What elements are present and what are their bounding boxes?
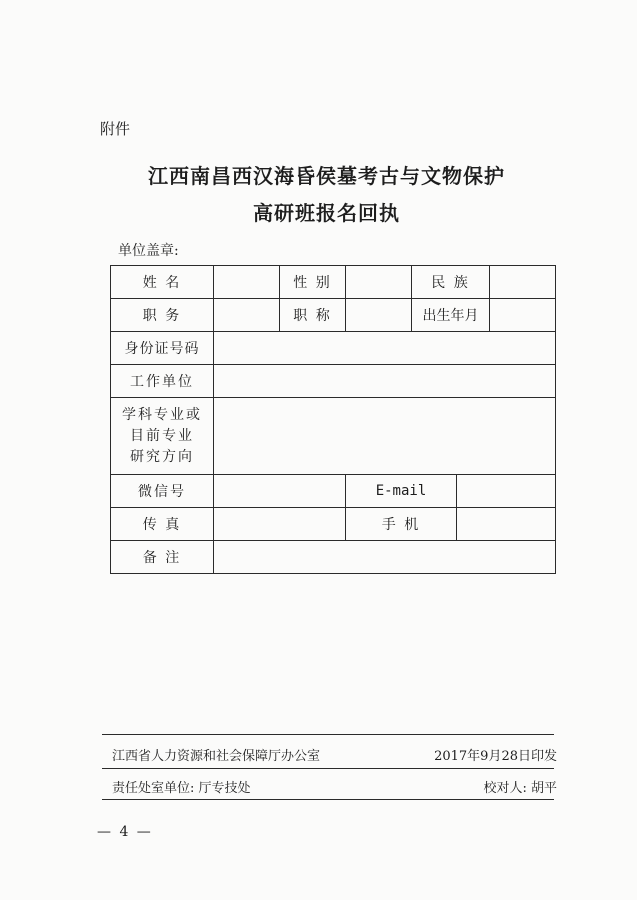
table-row [111,541,556,574]
wechat-field[interactable] [214,475,346,508]
title-field[interactable] [346,299,412,332]
attachment-label: 附件 [100,120,131,138]
table-row [111,508,556,541]
fax-field[interactable] [214,508,346,541]
table-row [111,299,556,332]
workplace-field[interactable] [214,365,556,398]
responsible-unit-text: 责任处室单位: 厅专技处 [112,781,251,796]
table-row [111,365,556,398]
fax-label: 传 真 [111,508,214,541]
remark-field[interactable] [214,541,556,574]
ethnicity-label: 民 族 [412,266,490,299]
document-title-line2: 高研班报名回执 [253,201,400,225]
issue-date-text: 2017年9月28日印发 [434,749,557,764]
position-field[interactable] [214,299,280,332]
name-label: 姓 名 [111,266,214,299]
mobile-label: 手 机 [346,508,457,541]
major-label-line1: 学科专业或 [122,406,202,423]
workplace-label: 工作单位 [111,365,214,398]
ethnicity-field[interactable] [490,266,556,299]
birth-label: 出生年月 [412,299,490,332]
wechat-label: 微信号 [111,475,214,508]
registration-form-table [110,265,556,574]
footer-rule-middle [102,768,554,769]
proofreader-text: 校对人: 胡平 [483,781,557,796]
major-label [111,398,214,475]
email-field[interactable] [457,475,556,508]
page-number: — 4 — [97,824,153,840]
birth-field[interactable] [490,299,556,332]
remark-label: 备 注 [111,541,214,574]
table-row [111,475,556,508]
mobile-field[interactable] [457,508,556,541]
gender-label: 性 别 [280,266,346,299]
id-number-label: 身份证号码 [111,332,214,365]
table-row [111,332,556,365]
footer-rule-bottom [102,799,554,800]
id-number-field[interactable] [214,332,556,365]
major-label-line2: 目前专业 [130,427,194,444]
seal-label: 单位盖章: [118,243,179,259]
email-label: E-mail [346,475,457,508]
major-field[interactable] [214,398,556,475]
title-label: 职 称 [280,299,346,332]
document-title-line1: 江西南昌西汉海昏侯墓考古与文物保护 [148,164,505,188]
table-row [111,398,556,475]
major-label-line3: 研究方向 [130,448,194,465]
footer-rule-top [102,734,554,735]
name-field[interactable] [214,266,280,299]
position-label: 职 务 [111,299,214,332]
gender-field[interactable] [346,266,412,299]
table-row [111,266,556,299]
issuer-text: 江西省人力资源和社会保障厅办公室 [112,749,321,764]
